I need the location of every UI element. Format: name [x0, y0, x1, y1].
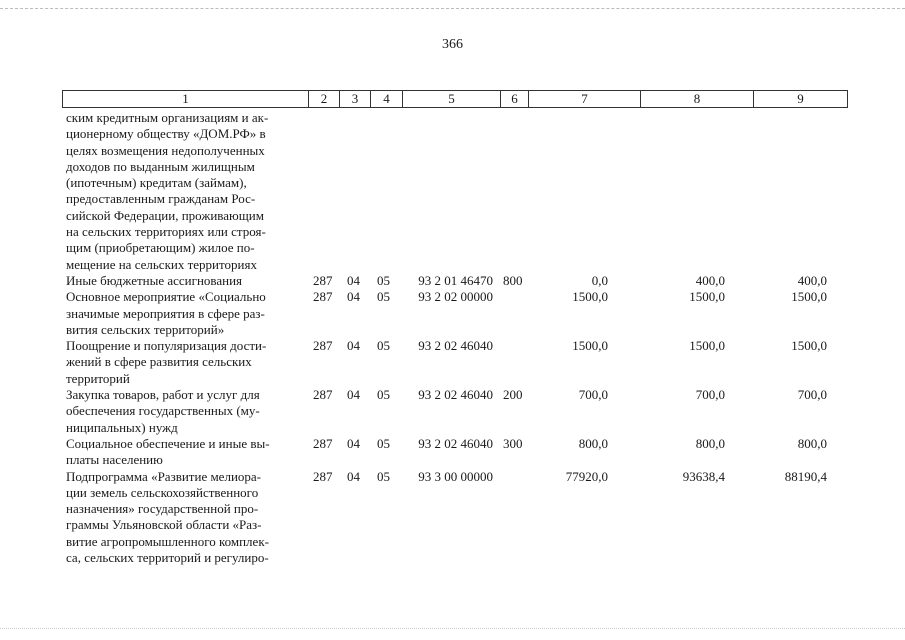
- header-col-7: 7: [528, 91, 640, 107]
- cell-subsection: 05: [377, 387, 390, 403]
- row-description: [66, 469, 304, 567]
- cell-amount-year-3: 800,0: [797, 436, 827, 451]
- cell-amount-year-1: 0,0: [591, 273, 608, 288]
- cell-amount-year-1: 800,0: [578, 436, 608, 451]
- cell-amount-year-2: 1500,0: [689, 289, 725, 305]
- cell-subsection: 05: [377, 338, 390, 354]
- description-line: ниципальных) нужд: [66, 419, 178, 435]
- cell-ved: 287: [313, 387, 333, 403]
- row-description: [66, 289, 304, 338]
- cell-ved: 287: [313, 338, 333, 354]
- row-description: [66, 273, 304, 289]
- description-line: назначения» государственной про-: [66, 501, 259, 517]
- description-line: доходов по выданным жилищным: [66, 158, 255, 174]
- cell-subsection: 05: [377, 468, 390, 484]
- header-col-3: 3: [339, 91, 370, 107]
- table-header: [62, 90, 848, 108]
- scan-edge-top: [0, 8, 905, 9]
- cell-subsection: 05: [377, 289, 390, 305]
- cell-section: 04: [347, 387, 360, 403]
- cell-amount-year-2: 93638,4: [682, 468, 725, 484]
- description-line: ционерному обществу «ДОМ.РФ» в: [66, 126, 266, 142]
- header-col-8: 8: [640, 91, 753, 107]
- description-line: платы населению: [66, 452, 163, 468]
- cell-amount-year-1: 77920,0: [565, 468, 608, 484]
- cell-amount-year-3: 88190,4: [784, 468, 827, 484]
- cell-amount-year-1: 1500,0: [572, 338, 608, 354]
- scan-edge-bottom: [0, 628, 905, 629]
- description-line: жений в сфере развития сельских: [66, 354, 252, 370]
- cell-amount-year-2: 800,0: [695, 436, 725, 451]
- description-line: ции земель сельскохозяйственного: [66, 484, 259, 500]
- cell-amount-year-1: 700,0: [578, 387, 608, 403]
- row-description: [66, 110, 304, 273]
- page-number: 366: [442, 37, 463, 52]
- cell-expense-type: 800: [503, 273, 523, 288]
- cell-amount-year-2: 1500,0: [689, 338, 725, 354]
- description-line: вития сельских территорий»: [66, 321, 225, 337]
- description-line: са, сельских территорий и регулиро-: [66, 550, 269, 566]
- cell-target-article: 93 2 02 46040: [418, 338, 493, 354]
- description-line: Социальное обеспечение и иные вы-: [66, 436, 270, 451]
- description-line: щим (приобретающим) жилое по-: [66, 240, 255, 256]
- cell-ved: 287: [313, 273, 333, 288]
- description-line: значимые мероприятия в сфере раз-: [66, 305, 265, 321]
- description-line: (ипотечным) кредитам (займам),: [66, 175, 247, 191]
- cell-amount-year-1: 1500,0: [572, 289, 608, 305]
- header-col-1: 1: [182, 91, 189, 106]
- cell-amount-year-3: 400,0: [797, 273, 827, 288]
- description-line: целях возмещения недополученных: [66, 142, 265, 158]
- description-line: Подпрограмма «Развитие мелиора-: [66, 468, 261, 484]
- description-line: на сельских территориях или строя-: [66, 224, 266, 240]
- description-line: граммы Ульяновской области «Раз-: [66, 517, 262, 533]
- cell-section: 04: [347, 468, 360, 484]
- cell-section: 04: [347, 273, 360, 288]
- cell-amount-year-3: 700,0: [797, 387, 827, 403]
- cell-section: 04: [347, 338, 360, 354]
- header-col-2: 2: [308, 91, 339, 107]
- cell-target-article: 93 2 02 00000: [418, 289, 493, 305]
- header-col-5: 5: [402, 91, 500, 107]
- header-col-4: 4: [370, 91, 402, 107]
- description-line: территорий: [66, 370, 130, 386]
- description-line: предоставленным гражданам Рос-: [66, 191, 256, 207]
- cell-section: 04: [347, 436, 360, 451]
- cell-section: 04: [347, 289, 360, 305]
- cell-subsection: 05: [377, 273, 390, 288]
- description-line: обеспечения государственных (му-: [66, 403, 260, 419]
- cell-target-article: 93 2 02 46040: [418, 436, 493, 451]
- cell-expense-type: 200: [503, 387, 523, 403]
- row-description: [66, 387, 304, 436]
- cell-amount-year-2: 700,0: [695, 387, 725, 403]
- cell-ved: 287: [313, 468, 333, 484]
- header-col-9: 9: [753, 91, 847, 107]
- cell-target-article: 93 2 02 46040: [418, 387, 493, 403]
- cell-ved: 287: [313, 436, 333, 451]
- description-line: сийской Федерации, проживающим: [66, 207, 264, 223]
- description-line: витие агропромышленного комплек-: [66, 533, 269, 549]
- row-description: [66, 338, 304, 387]
- cell-amount-year-3: 1500,0: [791, 289, 827, 305]
- cell-ved: 287: [313, 289, 333, 305]
- cell-expense-type: 300: [503, 436, 523, 451]
- cell-amount-year-2: 400,0: [695, 273, 725, 288]
- cell-target-article: 93 3 00 00000: [418, 468, 493, 484]
- description-line: Поощрение и популяризация дости-: [66, 338, 267, 354]
- cell-subsection: 05: [377, 436, 390, 451]
- description-line: Иные бюджетные ассигнования: [66, 273, 243, 288]
- row-description: [66, 436, 304, 469]
- description-line: Закупка товаров, работ и услуг для: [66, 387, 260, 403]
- description-line: ским кредитным организациям и ак-: [66, 110, 269, 125]
- cell-target-article: 93 2 01 46470: [418, 273, 493, 288]
- description-line: Основное мероприятие «Социально: [66, 289, 266, 305]
- cell-amount-year-3: 1500,0: [791, 338, 827, 354]
- description-line: мещение на сельских территориях: [66, 256, 257, 272]
- header-col-6: 6: [500, 91, 528, 107]
